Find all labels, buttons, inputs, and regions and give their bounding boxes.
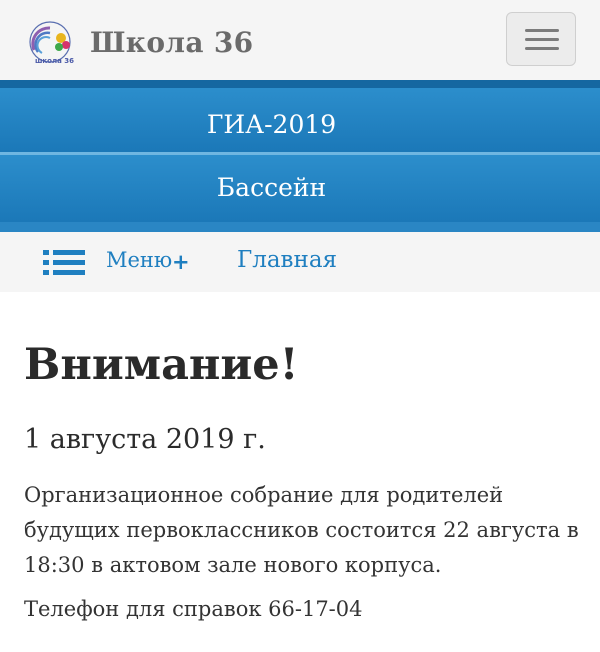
phone-line: Телефон для справок 66-17-04 (24, 597, 363, 621)
nav-item-label: Бассейн (216, 173, 327, 202)
article-title: Внимание! (24, 340, 299, 390)
nav-item-gia-2019[interactable] (0, 80, 600, 152)
hamburger-line (525, 47, 559, 50)
school-logo[interactable] (28, 20, 78, 70)
home-link[interactable]: Главная (237, 247, 338, 273)
hamburger-line (525, 38, 559, 41)
list-icon[interactable] (43, 250, 85, 276)
nav-item-label: ГИА-2019 (206, 110, 337, 139)
hamburger-icon[interactable] (506, 12, 576, 66)
plus-icon[interactable]: + (172, 250, 190, 274)
logo-lettering: школа 36 (35, 57, 75, 65)
main-nav (0, 80, 600, 232)
site-title[interactable]: Школа 36 (90, 26, 254, 59)
menu-link[interactable]: Меню (106, 248, 173, 272)
hamburger-line (525, 29, 559, 32)
article-body: Организационное собрание для родителей будущих первоклассников состоится 22 августа в 18:30 в актовом зале нового корпуса. (24, 483, 579, 577)
nav-item-pool[interactable] (0, 155, 600, 232)
article-date: 1 августа 2019 г. (24, 424, 266, 455)
